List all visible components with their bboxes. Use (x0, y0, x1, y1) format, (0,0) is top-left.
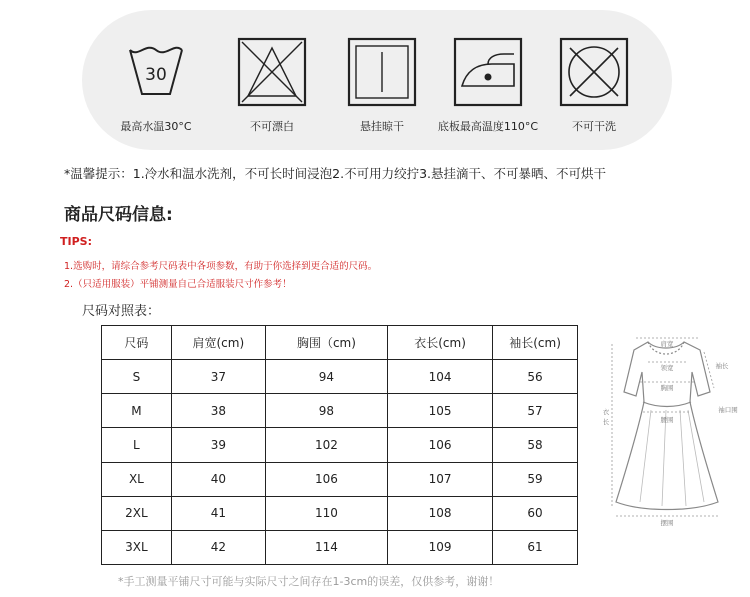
cell-sleeve: 59 (493, 462, 578, 496)
table-row (102, 462, 578, 496)
care-item-wash (96, 36, 216, 134)
cell-shoulder: 41 (171, 496, 265, 530)
cell-length: 107 (388, 462, 493, 496)
cell-sleeve: 60 (493, 496, 578, 530)
cell-shoulder: 39 (171, 428, 265, 462)
cell-length: 108 (388, 496, 493, 530)
cell-size: 3XL (102, 530, 172, 564)
cell-size: L (102, 428, 172, 462)
no-bleach-icon (236, 36, 308, 108)
wash-temp-text: 30 (145, 65, 167, 85)
diagram-label-sleeve: 袖长 (715, 362, 729, 370)
cell-sleeve: 57 (493, 394, 578, 428)
note-1: 1.选购时，请综合参考尺码表中各项参数，有助于你选择到更合适的尺码。 (64, 261, 378, 272)
cell-length: 109 (388, 530, 493, 564)
cell-chest: 98 (265, 394, 387, 428)
cell-sleeve: 58 (493, 428, 578, 462)
cell-size: XL (102, 462, 172, 496)
cell-shoulder: 38 (171, 394, 265, 428)
diagram-label-length-2: 长 (602, 418, 610, 426)
no-dry-clean-icon (558, 36, 630, 108)
hang-dry-icon (346, 36, 418, 108)
footnote: *手工测量平铺尺寸可能与实际尺寸之间存在1-3cm的误差，仅供参考，谢谢！ (118, 575, 500, 588)
cell-sleeve: 61 (493, 530, 578, 564)
diagram-label-shoulder: 肩宽 (660, 340, 674, 348)
cell-shoulder: 37 (171, 360, 265, 394)
table-row (102, 496, 578, 530)
section-title: 商品尺码信息: (64, 205, 173, 225)
cell-chest: 94 (265, 360, 387, 394)
diagram-label-hem: 摆围 (660, 519, 674, 527)
care-label-no-bleach: 不可漂白 (250, 120, 294, 133)
header-sleeve: 袖长(cm) (493, 326, 578, 360)
table-caption: 尺码对照表： (82, 304, 161, 319)
diagram-label-length-1: 衣 (602, 408, 610, 416)
cell-length: 105 (388, 394, 493, 428)
cell-chest: 102 (265, 428, 387, 462)
care-label-no-dry-clean: 不可干洗 (572, 120, 616, 133)
care-label-wash: 最高水温30°C (120, 120, 192, 133)
care-label-hang-dry: 悬挂晾干 (360, 120, 404, 133)
table-header-row (102, 326, 578, 360)
tips-label: TIPS: (60, 235, 92, 248)
cell-chest: 110 (265, 496, 387, 530)
dress-measurement-diagram (596, 330, 746, 530)
cell-size: 2XL (102, 496, 172, 530)
care-label-iron: 底板最高温度110°C (437, 120, 539, 133)
table-row (102, 394, 578, 428)
cell-shoulder: 42 (171, 530, 265, 564)
cell-sleeve: 56 (493, 360, 578, 394)
table-row (102, 428, 578, 462)
table-row (102, 360, 578, 394)
care-symbols-band (82, 10, 672, 150)
table-row (102, 530, 578, 564)
wash-30-icon (120, 36, 192, 108)
cell-length: 106 (388, 428, 493, 462)
header-size: 尺码 (102, 326, 172, 360)
care-item-no-bleach (212, 36, 332, 134)
care-item-no-dry-clean (534, 36, 654, 134)
cell-chest: 106 (265, 462, 387, 496)
care-tip-line: *温馨提示：1.冷水和温水洗剂，不可长时间浸泡2.不可用力绞拧3.悬挂滴干、不可暴晒、不可烘干 (64, 166, 607, 181)
header-shoulder: 肩宽(cm) (171, 326, 265, 360)
cell-length: 104 (388, 360, 493, 394)
iron-110-icon (452, 36, 524, 108)
cell-chest: 114 (265, 530, 387, 564)
diagram-label-cuff: 袖口围 (718, 406, 738, 414)
diagram-label-waist: 腰围 (660, 416, 674, 424)
cell-size: M (102, 394, 172, 428)
diagram-label-chest: 胸围 (660, 384, 674, 392)
care-item-iron (428, 36, 548, 134)
size-table (101, 325, 578, 565)
cell-shoulder: 40 (171, 462, 265, 496)
header-chest: 胸围（cm) (265, 326, 387, 360)
header-length: 衣长(cm) (388, 326, 493, 360)
diagram-label-collar: 领宽 (660, 364, 674, 372)
cell-size: S (102, 360, 172, 394)
care-item-hang-dry (322, 36, 442, 134)
note-2: 2.（只适用服装）平铺测量自己合适服装尺寸作参考！ (64, 279, 292, 290)
